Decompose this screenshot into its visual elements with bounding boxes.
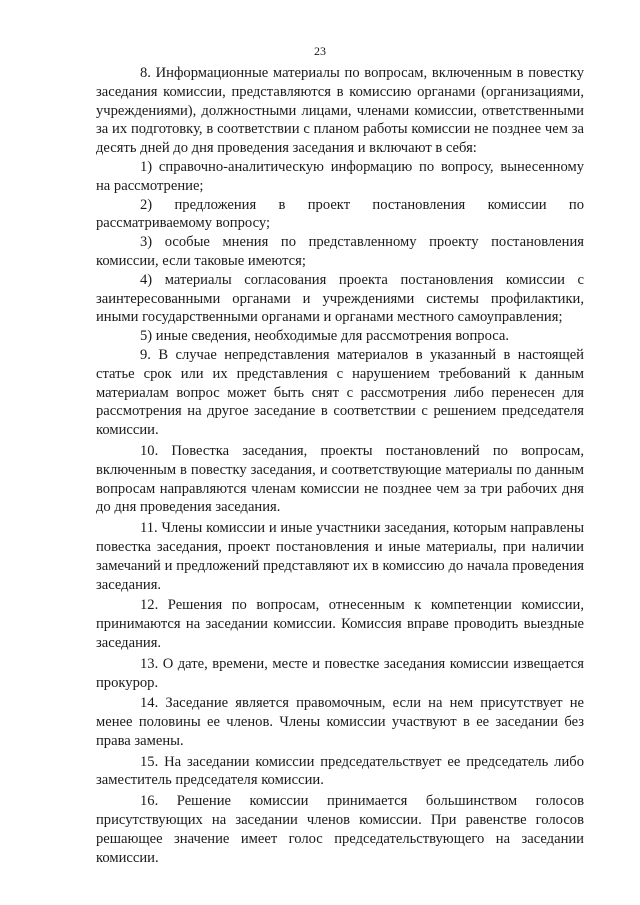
document-body bbox=[96, 64, 584, 867]
page-number: 23 bbox=[314, 44, 326, 58]
paragraph-12: 12. Решения по вопросам, отнесенным к компетенции комиссии, принимаются на заседании комиссии. Комиссия вправе проводить выездные заседания. bbox=[96, 597, 584, 651]
paragraph-8-item-4: 4) материалы согласования проекта постановления комиссии с заинтересованными органами и учреждениями системы профилактики, иными государственными органами и органами местного самоуправления; bbox=[96, 271, 584, 326]
paragraph-14: 14. Заседание является правомочным, если на нем присутствует не менее половины ее членов. Члены комиссии участвуют в ее заседании без права замены. bbox=[96, 695, 584, 749]
paragraph-15: 15. На заседании комиссии председательствует ее председатель либо заместитель председателя комиссии. bbox=[96, 753, 584, 789]
paragraph-8: 8. Информационные материалы по вопросам, включенным в повестку заседания комиссии, представляются в комиссию органами (организациями, учреждениями), должностными лицами, членами комиссии, ответственными за их подготовку, в соответствии с планом работы комиссии не позднее чем за десять дней до дня проведения заседания и включают в себя: bbox=[96, 65, 584, 157]
paragraph-8-item-2: 2) предложения в проект постановления комиссии по рассматриваемому вопросу; bbox=[96, 196, 584, 232]
paragraph-16: 16. Решение комиссии принимается большинством голосов присутствующих на заседании членов комиссии. При равенстве голосов решающее значение имеет голос председательствующего на заседании комиссии. bbox=[96, 793, 584, 866]
paragraph-13: 13. О дате, времени, месте и повестке заседания комиссии извещается прокурор. bbox=[96, 655, 584, 691]
paragraph-8-item-5: 5) иные сведения, необходимые для рассмотрения вопроса. bbox=[140, 328, 510, 345]
paragraph-11: 11. Члены комиссии и иные участники заседания, которым направлены повестка заседания, проект постановления и иные материалы, при наличии замечаний и предложений представляют их в комиссию до начала проведения заседания. bbox=[96, 520, 584, 593]
paragraph-8-item-3: 3) особые мнения по представленному проекту постановления комиссии, если таковые имеются; bbox=[96, 234, 584, 269]
paragraph-9: 9. В случае непредставления материалов в указанный в настоящей статье срок или их представления с нарушением требований к данным материалам вопрос может быть снят с рассмотрения либо перенесен для рассмотрения на другое заседание в соответствии с решением председателя комиссии. bbox=[96, 346, 584, 439]
paragraph-10: 10. Повестка заседания, проекты постановлений по вопросам, включенным в повестку заседания, и соответствующие материалы по данным вопросам направляются членам комиссии не позднее чем за три рабочих дня до дня проведения заседания. bbox=[96, 442, 584, 516]
paragraph-8-item-1: 1) справочно-аналитическую информацию по вопросу, вынесенному на рассмотрение; bbox=[96, 158, 584, 194]
